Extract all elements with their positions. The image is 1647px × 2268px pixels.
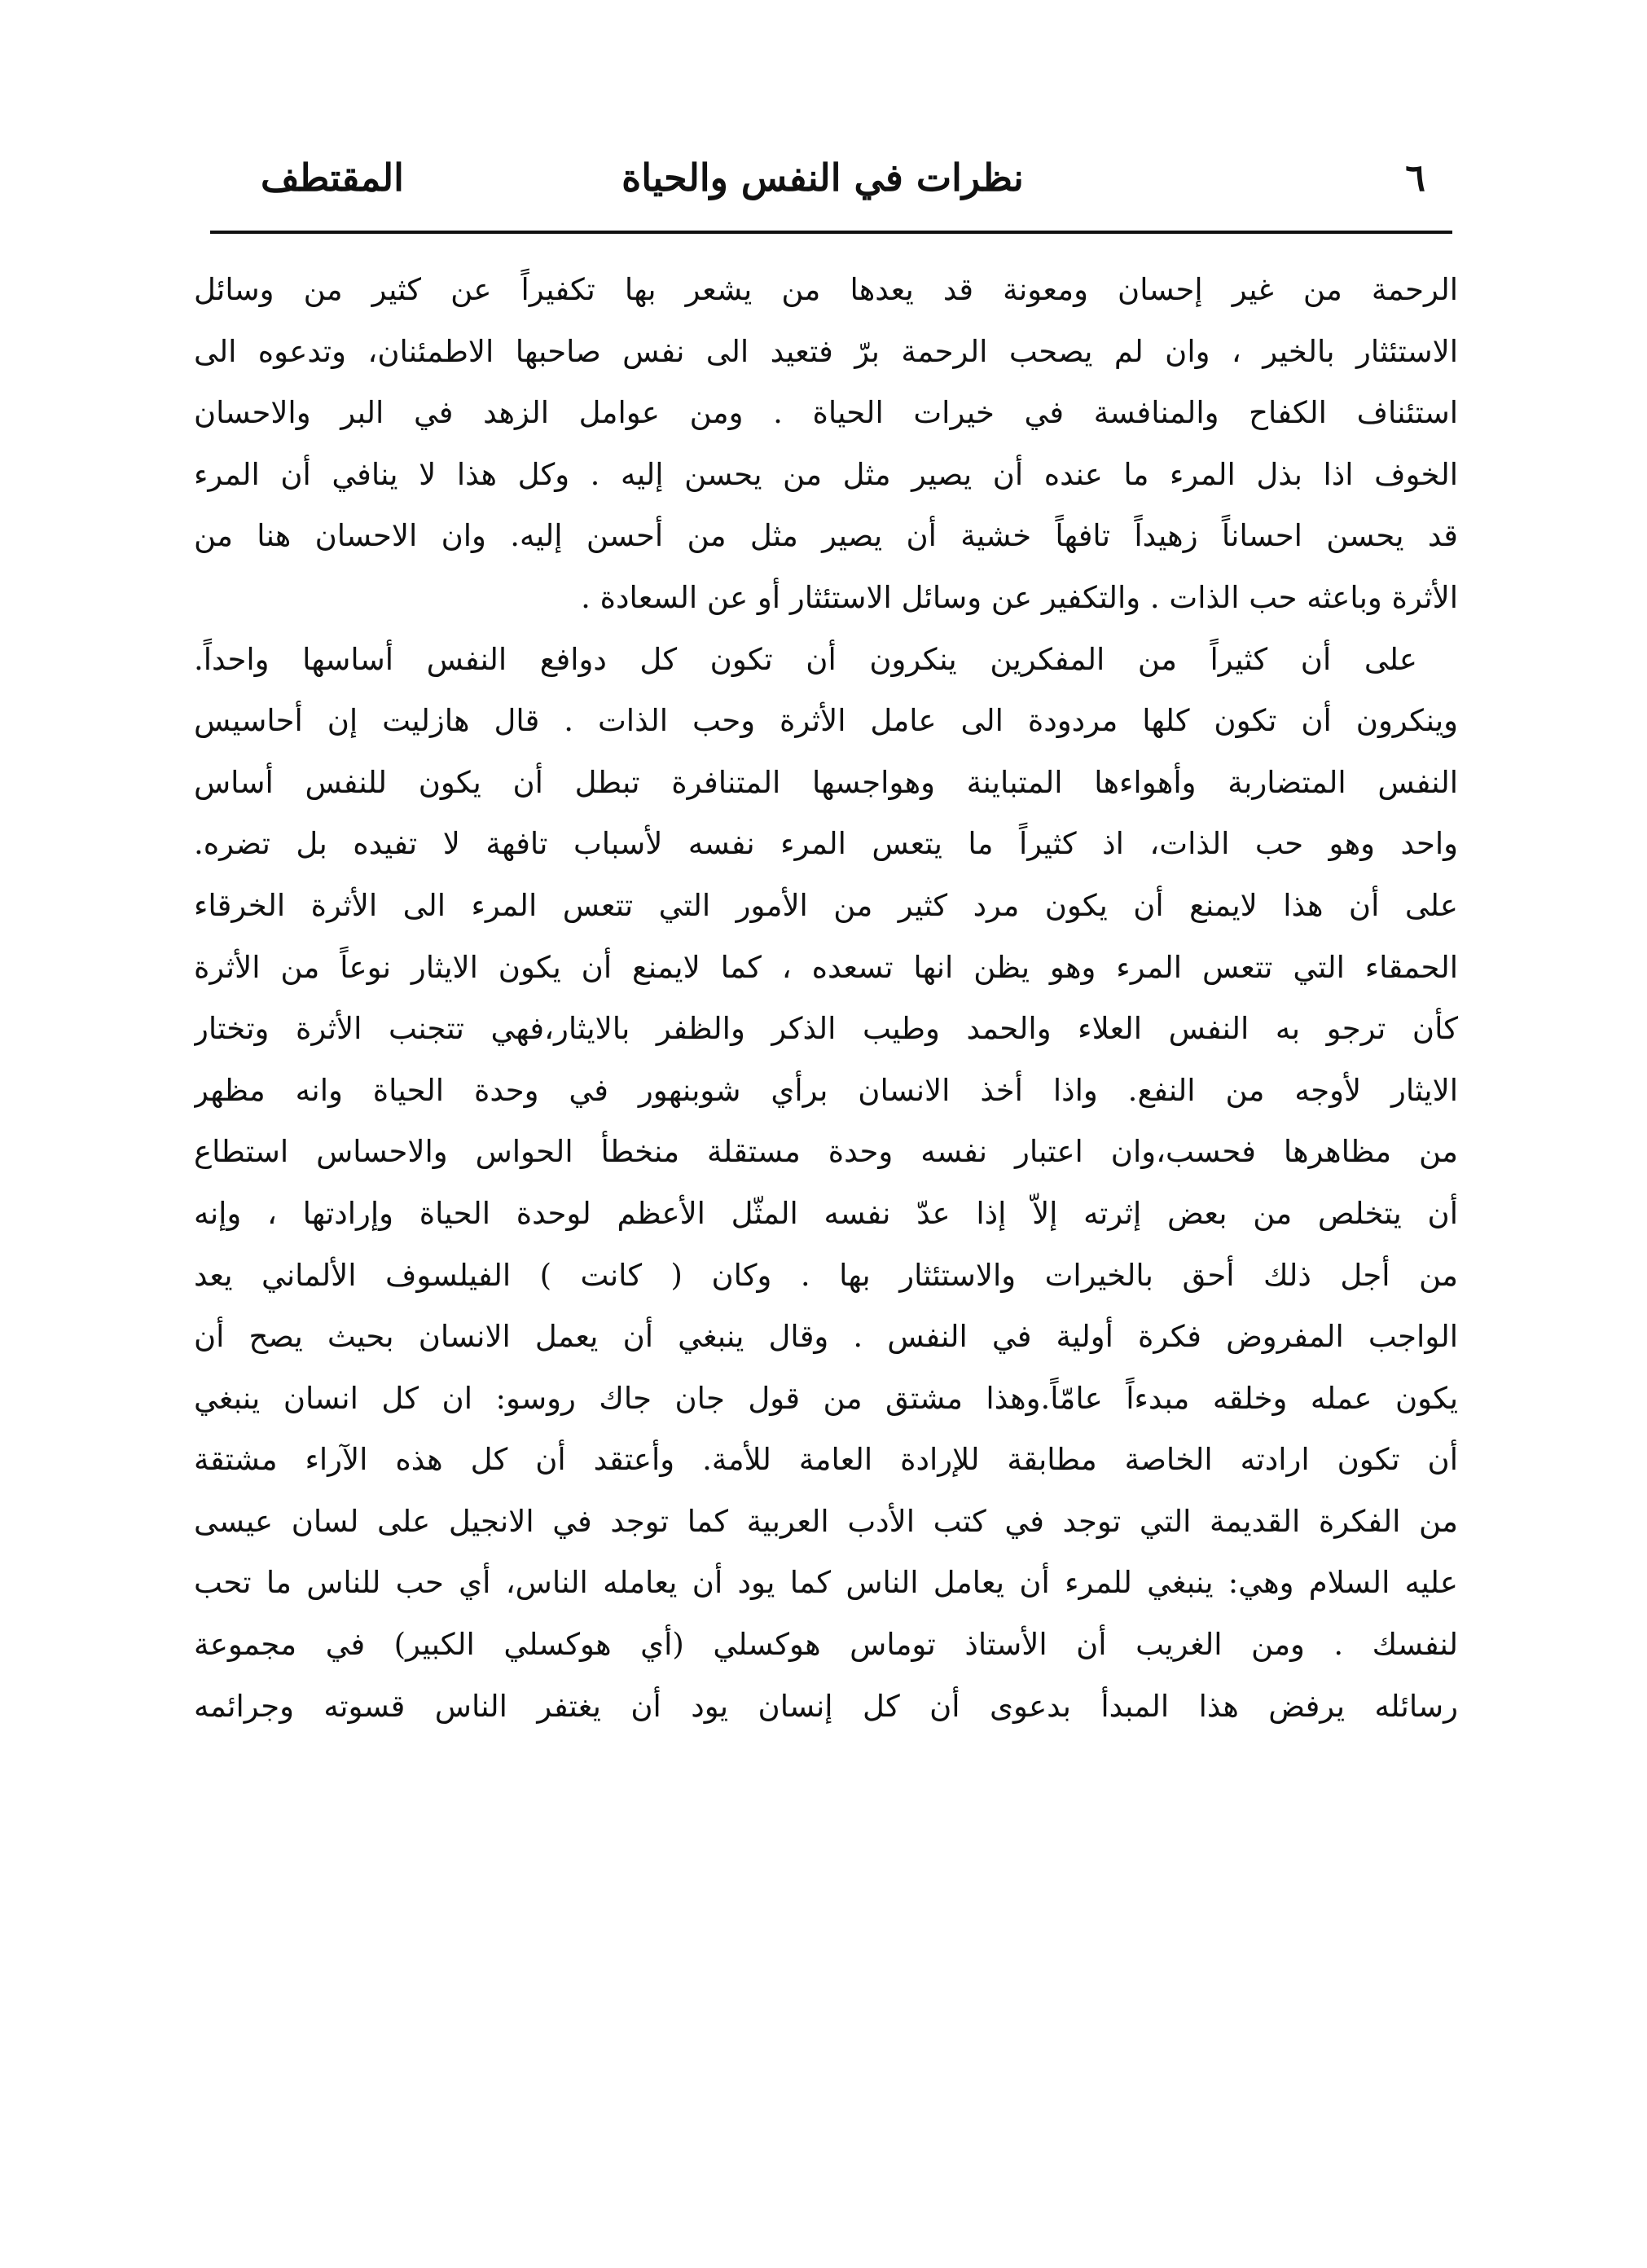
text-line: رسائله يرفض هذا المبدأ بدعوى أن كل إنسان يود أن يغتفر الناس قسوته وجرائمه (194, 1688, 1458, 1724)
page-header (195, 145, 1450, 210)
text-line: كأن ترجو به النفس العلاء والحمد وطيب الذكر والظفر بالايثار،فهي تتجنب الأثرة وتختار (194, 1011, 1458, 1047)
text-line: الاستئثار بالخير ، وان لم يصحب الرحمة برّ فتعيد الى نفس صاحبها الاطمئنان، وتدعوه الى (194, 333, 1458, 369)
text-line: على أن كثيراً من المفكرين ينكرون أن تكون كل دوافع النفس أساسها واحداً. (194, 641, 1417, 677)
header-rule (210, 231, 1452, 234)
text-line: وينكرون أن تكون كلها مردودة الى عامل الأثرة وحب الذات . قال هازليت إن أحاسيس (194, 703, 1458, 739)
text-line: أن يتخلص من بعض إثرته إلاّ إذا عدّ نفسه المثّل الأعظم لوحدة الحياة وإرادتها ، وإنه (194, 1195, 1458, 1231)
text-line: الرحمة من غير إحسان ومعونة قد يعدها من يشعر بها تكفيراً عن كثير من وسائل (194, 272, 1458, 307)
text-line: عليه السلام وهي: ينبغي للمرء أن يعامل الناس كما يود أن يعامله الناس، أي حب للناس ما تحب (194, 1565, 1458, 1601)
text-line: من الفكرة القديمة التي توجد في كتب الأدب العربية كما توجد في الانجيل على لسان عيسى (194, 1503, 1458, 1539)
text-line: من مظاهرها فحسب،وان اعتبار نفسه وحدة مستقلة منخطأ الحواس والاحساس استطاع (194, 1134, 1458, 1170)
text-line: قد يحسن احساناً زهيداً تافهاً خشية أن يصير مثل من أحسن إليه. وان الاحسان هنا من (194, 518, 1458, 554)
text-line: الأثرة وباعثه حب الذات . والتكفير عن وسائل الاستئثار أو عن السعادة . (581, 579, 1458, 615)
text-line: الحمقاء التي تتعس المرء وهو يظن انها تسعده ، كما لايمنع أن يكون الايثار نوعاً من الأثرة (194, 949, 1458, 985)
text-line: الخوف اذا بذل المرء ما عنده أن يصير مثل من يحسن إليه . وكل هذا لا ينافي أن المرء (194, 456, 1458, 492)
text-line: النفس المتضاربة وأهواءها المتباينة وهواجسها المتنافرة تبطل أن يكون للنفس أساس (194, 764, 1458, 800)
text-line: من أجل ذلك أحق بالخيرات والاستئثار بها . وكان ( كانت ) الفيلسوف الألماني يعد (194, 1257, 1458, 1293)
text-line: الايثار لأوجه من النفع. واذا أخذ الانسان برأي شوبنهور في وحدة الحياة وانه مظهر (194, 1072, 1458, 1108)
text-line: الواجب المفروض فكرة أولية في النفس . وقال ينبغي أن يعمل الانسان بحيث يصح أن (194, 1319, 1458, 1355)
text-line: استئناف الكفاح والمنافسة في خيرات الحياة . ومن عوامل الزهد في البر والاحسان (194, 395, 1458, 431)
text-line: واحد وهو حب الذات، اذ كثيراً ما يتعس المرء نفسه لأسباب تافهة لا تفيده بل تضره. (194, 826, 1458, 862)
text-line: يكون عمله وخلقه مبدءاً عامّاً.وهذا مشتق من قول جان جاك روسو: ان كل انسان ينبغي (194, 1380, 1458, 1416)
page-number: ٦ (1405, 156, 1425, 200)
text-line: لنفسك . ومن الغريب أن الأستاذ توماس هوكسلي (أي هوكسلي الكبير) في مجموعة (194, 1627, 1458, 1663)
text-line: أن تكون ارادته الخاصة مطابقة للإرادة العامة للأمة. وأعتقد أن كل هذه الآراء مشتقة (194, 1442, 1458, 1478)
running-title: نظرات في النفس والحياة (621, 156, 1024, 200)
journal-name: المقتطف (261, 156, 404, 200)
body-text (194, 259, 1458, 1737)
text-line: على أن هذا لايمنع أن يكون مرد كثير من الأمور التي تتعس المرء الى الأثرة الخرقاء (194, 887, 1458, 923)
